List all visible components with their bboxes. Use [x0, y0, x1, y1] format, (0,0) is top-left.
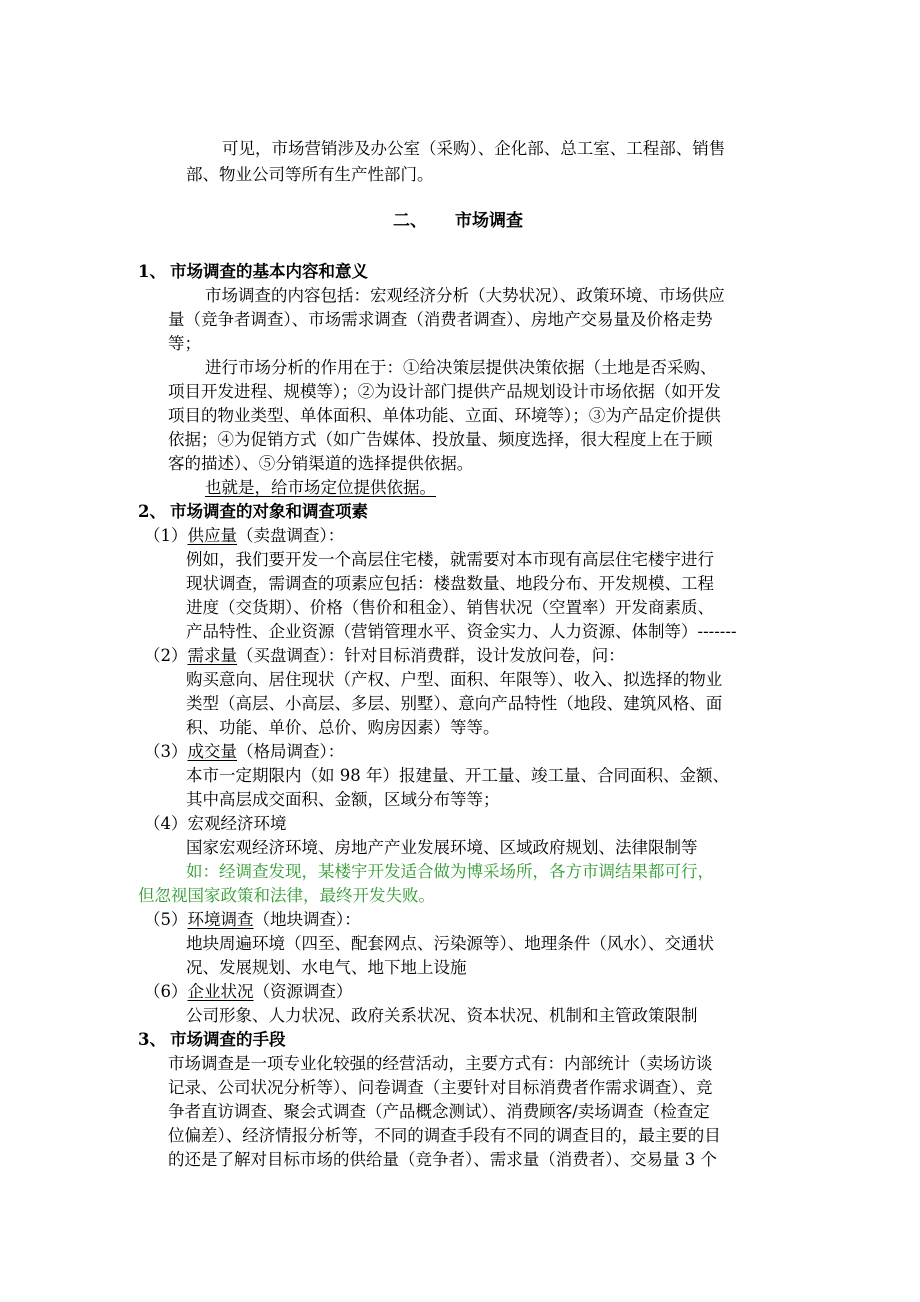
- section-title: 市场调查的基本内容和意义: [170, 262, 368, 281]
- item-number: （5）: [144, 910, 188, 929]
- intro-line: 部、物业公司等所有生产性部门。: [186, 165, 434, 184]
- item-line: 地块周遍环境（四至、配套网点、污染源等）、地理条件（风水）、交通状: [186, 934, 714, 953]
- item-label: 环境调查: [187, 910, 254, 929]
- item-line: 况、发展规划、水电气、地下地上设施: [186, 958, 467, 977]
- section-title: 市场调查的手段: [170, 1030, 286, 1049]
- item-number: （1）: [144, 526, 188, 545]
- item-label: 成交量: [187, 742, 237, 761]
- item-label-rest: （地块调查）：: [253, 910, 361, 929]
- paragraph-line: 客的描述）、⑤分销渠道的选择提供依据。: [168, 454, 474, 473]
- paragraph-line: 依据；④为促销方式（如广告媒体、投放量、频度选择，很大程度上在于顾: [168, 430, 713, 449]
- intro-line: 可见，市场营销涉及办公室（采购）、企化部、总工室、工程部、销售: [222, 139, 726, 158]
- paragraph-line: 记录、公司状况分析等）、问卷调查（主要针对目标消费者作需求调查）、竞: [168, 1078, 713, 1097]
- item-label-rest: （资源调查）: [253, 982, 353, 1001]
- paragraph-line: 市场调查的内容包括：宏观经济分析（大势状况）、政策环境、市场供应: [205, 286, 725, 305]
- item-line: 例如，我们要开发一个高层住宅楼，就需要对本市现有高层住宅楼宇进行: [186, 550, 714, 569]
- summary-line: 也就是，给市场定位提供依据。: [205, 478, 436, 497]
- item-line: 公司形象、人力状况、政府关系状况、资本状况、机制和主管政策限制: [186, 1006, 698, 1025]
- paragraph-line: 进行市场分析的作用在于：①给决策层提供决策依据（土地是否采购、: [205, 358, 717, 377]
- item-line: 进度（交货期）、价格（售价和租金）、销售状况（空置率）开发商素质、: [186, 598, 714, 617]
- item-line: 积、功能、单价、总价、购房因素）等等。: [186, 718, 500, 737]
- example-line: 如：经调查发现，某楼宇开发适合做为博采场所，各方市调结果都可行，: [186, 862, 714, 881]
- item-label-rest: （卖盘调查）：: [237, 526, 345, 545]
- chapter-title: 市场调查: [455, 211, 523, 231]
- paragraph-line: 量（竞争者调查）、市场需求调查（消费者调查）、房地产交易量及价格走势: [168, 310, 713, 329]
- paragraph-line: 的还是了解对目标市场的供给量（竞争者）、需求量（消费者）、交易量 3 个: [168, 1150, 717, 1169]
- item-line: 其中高层成交面积、金额，区域分布等等；: [186, 790, 500, 809]
- item-number: （2）: [144, 646, 188, 665]
- item-line: 本市一定期限内（如 98 年）报建量、开工量、竣工量、合同面积、金额、: [186, 766, 729, 785]
- paragraph-line: 位偏差）、经济情报分析等，不同的调查手段有不同的调查目的，最主要的目: [168, 1126, 721, 1145]
- item-label-rest: （买盘调查）：针对目标消费群，设计发放问卷，问：: [237, 646, 625, 665]
- item-label: 宏观经济环境: [187, 814, 287, 833]
- item-number: （4）: [144, 814, 188, 833]
- item-line: 购买意向、居住现状（产权、户型、面积、年限等）、收入、拟选择的物业: [186, 670, 723, 689]
- chapter-number: 二、: [393, 211, 427, 231]
- section-number: 3、: [138, 1030, 166, 1049]
- item-number: （6）: [144, 982, 188, 1001]
- item-line: 国家宏观经济环境、房地产产业发展环境、区域政府规划、法律限制等: [186, 838, 698, 857]
- section-number: 1、: [138, 262, 166, 281]
- section-number: 2、: [138, 502, 166, 521]
- paragraph-line: 项目开发进程、规模等）；②为设计部门提供产品规划设计市场依据（如开发: [168, 382, 721, 401]
- section-title: 市场调查的对象和调查项素: [170, 502, 368, 521]
- item-number: （3）: [144, 742, 188, 761]
- item-label: 企业状况: [187, 982, 254, 1001]
- item-line: 类型（高层、小高层、多层、别墅）、意向产品特性（地段、建筑风格、面: [186, 694, 723, 713]
- item-line: 现状调查，需调查的项素应包括：楼盘数量、地段分布、开发规模、工程: [186, 574, 714, 593]
- item-line: 产品特性、企业资源（营销管理水平、资金实力、人力资源、体制等）-------: [186, 622, 737, 641]
- paragraph-line: 市场调查是一项专业化较强的经营活动，主要方式有：内部统计（卖场访谈: [168, 1054, 713, 1073]
- paragraph-line: 等；: [168, 334, 201, 353]
- item-label: 需求量: [187, 646, 237, 665]
- paragraph-line: 项目的物业类型、单体面积、单体功能、立面、环境等）；③为产品定价提供: [168, 406, 721, 425]
- paragraph-line: 争者直访调查、聚会式调查（产品概念测试）、消费顾客/卖场调查（检查定: [168, 1102, 710, 1121]
- item-label-rest: （格局调查）：: [237, 742, 345, 761]
- example-line: 但忽视国家政策和法律，最终开发失败。: [138, 886, 435, 905]
- item-label: 供应量: [187, 526, 237, 545]
